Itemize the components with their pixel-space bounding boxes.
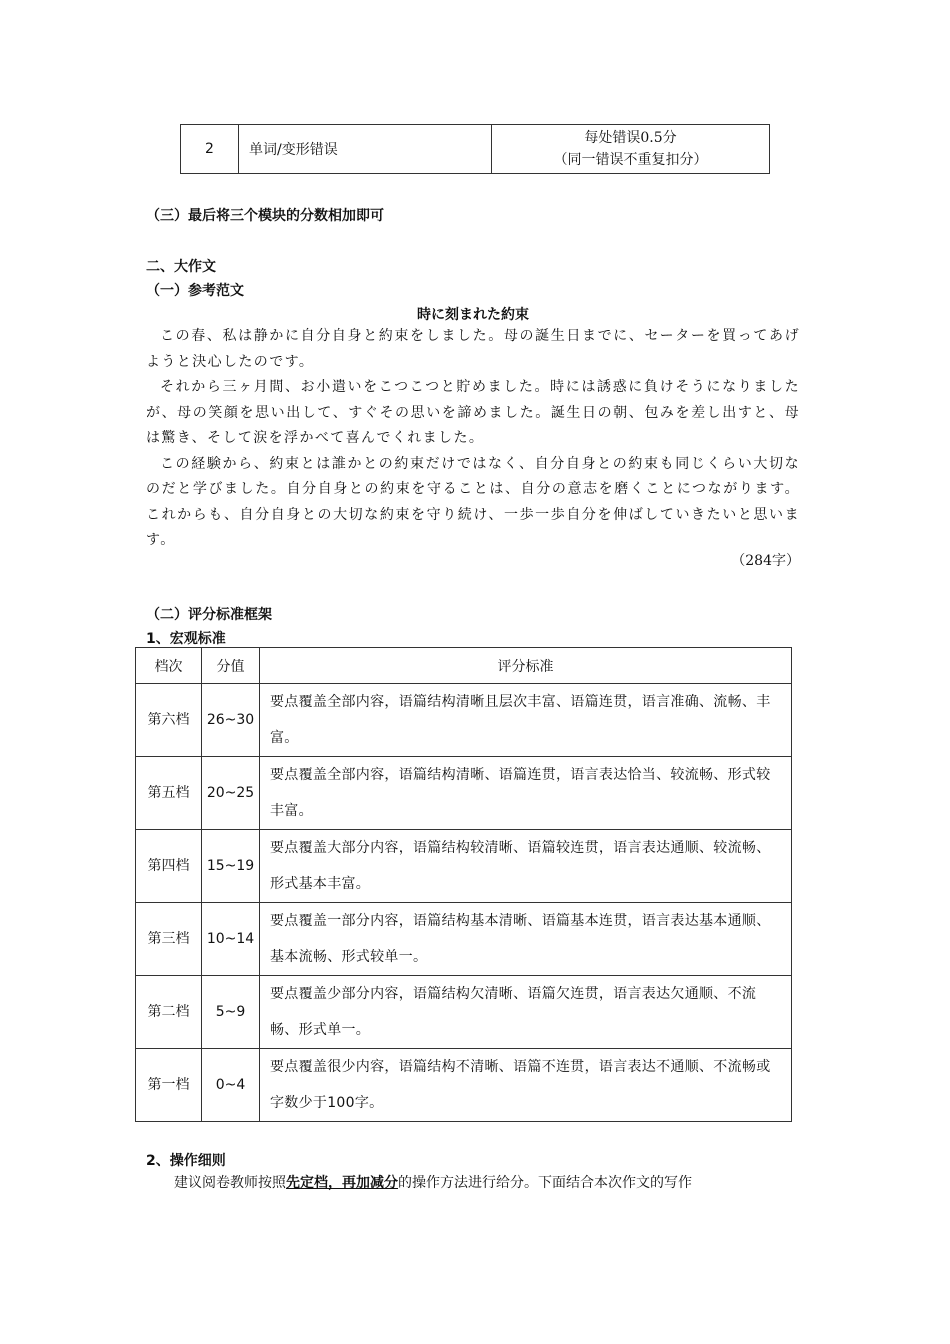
operation-heading: 2、操作细则 [146, 1153, 226, 1169]
essay-title: 時に刻まれた約束 [417, 307, 529, 323]
header-level: 档次 [136, 648, 202, 684]
table-row [181, 125, 770, 174]
framework-heading: （二）评分标准框架 [146, 607, 272, 623]
table-row [136, 830, 792, 903]
error-deduction-table [180, 124, 770, 174]
grade-score: 0~4 [202, 1049, 260, 1122]
section3-heading: （三）最后将三个模块的分数相加即可 [146, 208, 384, 224]
essay-paragraph: この春、私は静かに自分自身と約束をしました。母の誕生日までに、セーターを買ってあげようと決心したのです。 [146, 328, 800, 370]
grade-criteria: 要点覆盖全部内容，语篇结构清晰且层次丰富、语篇连贯，语言准确、流畅、丰富。 [260, 684, 792, 757]
table-header-row [136, 648, 792, 684]
grade-criteria: 要点覆盖全部内容，语篇结构清晰、语篇连贯，语言表达恰当、较流畅、形式较丰富。 [260, 757, 792, 830]
error-item: 单词/变形错误 [239, 125, 492, 174]
table-row [136, 976, 792, 1049]
operation-text-before: 建议阅卷教师按照 [174, 1175, 286, 1191]
macro-standard-heading: 1、宏观标准 [146, 631, 226, 647]
table-row [136, 684, 792, 757]
grade-level: 第一档 [136, 1049, 202, 1122]
grade-score: 20~25 [202, 757, 260, 830]
essay-body [146, 324, 800, 554]
grade-level: 第六档 [136, 684, 202, 757]
grade-criteria: 要点覆盖很少内容，语篇结构不清晰、语篇不连贯，语言表达不通顺、不流畅或字数少于100字。 [260, 1049, 792, 1122]
grade-score: 10~14 [202, 903, 260, 976]
grade-level: 第二档 [136, 976, 202, 1049]
sample-essay-heading: （一）参考范文 [146, 283, 244, 299]
part2-heading: 二、大作文 [146, 259, 216, 275]
grade-criteria: 要点覆盖少部分内容，语篇结构欠清晰、语篇欠连贯，语言表达欠通顺、不流畅、形式单一。 [260, 976, 792, 1049]
grade-level: 第五档 [136, 757, 202, 830]
header-score: 分值 [202, 648, 260, 684]
grade-criteria: 要点覆盖一部分内容，语篇结构基本清晰、语篇基本连贯，语言表达基本通顺、基本流畅、形式较单一。 [260, 903, 792, 976]
table-row [136, 903, 792, 976]
row-number: 2 [181, 125, 239, 174]
operation-text-after: 的操作方法进行给分。下面结合本次作文的写作 [398, 1175, 692, 1191]
header-criteria: 评分标准 [260, 648, 792, 684]
deduction-rule [492, 125, 770, 174]
grade-score: 15~19 [202, 830, 260, 903]
grading-table [135, 647, 792, 1122]
essay-paragraph: この経験から、約束とは誰かとの約束だけではなく、自分自身との約束も同じくらい大切なのだと学びました。自分自身との約束を守ることは、自分の意志を磨くことにつながります。これからも、自分自身との大切な約束を守り続け、一歩一歩自分を伸ばしていきたいと思います。 [146, 455, 800, 548]
table-row [136, 1049, 792, 1122]
deduction-rule-line1: 每处错误0.5分 [584, 130, 677, 146]
grade-score: 26~30 [202, 684, 260, 757]
grade-criteria: 要点覆盖大部分内容，语篇结构较清晰、语篇较连贯，语言表达通顺、较流畅、形式基本丰富。 [260, 830, 792, 903]
deduction-rule-line2: （同一错误不重复扣分） [553, 152, 708, 168]
table-row [136, 757, 792, 830]
grade-score: 5~9 [202, 976, 260, 1049]
grade-level: 第三档 [136, 903, 202, 976]
operation-emphasis: 先定档，再加减分 [286, 1175, 398, 1191]
grade-level: 第四档 [136, 830, 202, 903]
operation-text [146, 1172, 806, 1192]
essay-paragraph: それから三ヶ月間、お小遣いをこつこつと貯めました。時には誘惑に負けそうになりましたが、母の笑顔を思い出して、すぐその思いを諦めました。誕生日の朝、包みを差し出すと、母は驚き、そして涙を浮かべて喜んでくれました。 [146, 379, 800, 446]
word-count: （284字） [731, 553, 800, 569]
